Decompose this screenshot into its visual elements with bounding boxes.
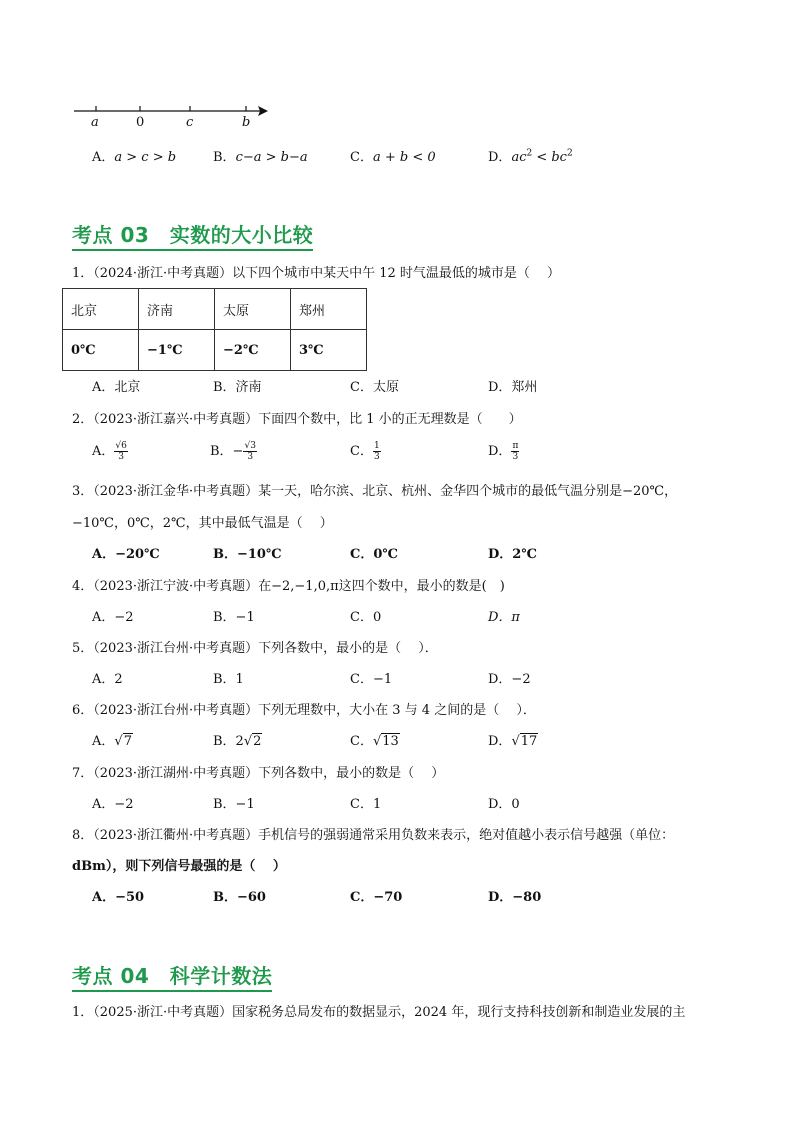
table-cell: −2℃ [215,330,291,371]
q6-option-d: D．√17 [488,734,538,749]
question-3-stem-line1: 3．（2023·浙江金华·中考真题）某一天，哈尔滨、北京、杭州、金华四个城市的最低气温分别是−20℃， [72,484,678,499]
q1-option-c: C．太原 [350,380,399,395]
prev-option-b: B．c−a > b−a [213,150,308,165]
number-line-label-zero: 0 [136,115,145,130]
q4-option-b: B．−1 [213,610,255,625]
q1-option-d: D．郑州 [488,380,538,395]
number-line-label-a: a [91,115,99,130]
q7-option-d: D．0 [488,797,520,812]
question-6-stem: 6．（2023·浙江台州·中考真题）下列无理数中，大小在 3 与 4 之间的是（ ）． [72,703,536,718]
q8-option-d: D．−80 [488,890,542,905]
question-4-stem: 4．（2023·浙江宁波·中考真题）在−2,−1,0,π这四个数中，最小的数是( ) [72,579,505,594]
q6-option-a: A．√7 [92,734,132,749]
q4-option-c: C．0 [350,610,382,625]
q5-option-a: A．2 [92,672,123,687]
q8-option-b: B．−60 [213,890,266,905]
table-cell: 0℃ [63,330,139,371]
q8-option-a: A．−50 [92,890,145,905]
question-2-stem: 2．（2023·浙江嘉兴·中考真题）下面四个数中，比 1 小的正无理数是（ ） [72,412,522,427]
question-9-stem: 1．（2025·浙江·中考真题）国家税务总局发布的数据显示，2024 年，现行支持科技创新和制造业发展的主 [72,1005,686,1020]
table-cell: 郑州 [291,289,367,330]
table-row [63,330,367,371]
table-cell: −1℃ [139,330,215,371]
q3-option-a: A．−20℃ [92,547,160,562]
q6-option-b: B．2√2 [213,734,262,749]
question-1-stem: 1．（2024·浙江·中考真题）以下四个城市中某天中午 12 时气温最低的城市是（ ） [72,266,561,281]
table-header-row [63,289,367,330]
q3-option-d: D．2℃ [488,547,537,562]
q2-option-d: D． $\frac{\pi}{3}$ [488,441,519,462]
table-cell: 太原 [215,289,291,330]
table-cell: 济南 [139,289,215,330]
q5-option-b: B．1 [213,672,244,687]
q8-option-c: C．−70 [350,890,403,905]
question-3-stem-line2: −10℃，0℃，2℃，其中最低气温是（ ） [72,516,333,531]
prev-option-c: C．a + b < 0 [350,150,436,165]
table-cell: 北京 [63,289,139,330]
number-line-label-c: c [186,115,194,130]
number-line-label-b: b [242,115,251,130]
q7-option-c: C．1 [350,797,382,812]
q5-option-c: C．−1 [350,672,393,687]
q3-option-c: C．0℃ [350,547,398,562]
q7-option-a: A．−2 [92,797,134,812]
question-7-stem: 7．（2023·浙江湖州·中考真题）下列各数中，最小的数是（ ） [72,766,445,781]
q2-option-c: C． $\frac{1}{3}$ [350,441,380,462]
q2-option-a: A． $\frac{√6}{3}$ [92,441,127,462]
q4-option-d: D．π [488,610,520,625]
q6-option-c: C．√13 [350,734,399,749]
q7-option-b: B．−1 [213,797,255,812]
question-5-stem: 5．（2023·浙江台州·中考真题）下列各数中，最小的是（ ）． [72,641,438,656]
q2-option-b: B．− $\frac{√3}{3}$ [210,441,256,462]
city-temperature-table [62,288,367,371]
question-8-stem-line1: 8．（2023·浙江衢州·中考真题）手机信号的强弱通常采用负数来表示，绝对值越小表示信号越强（单位： [72,828,675,843]
question-8-stem-line2: dBm），则下列信号最强的是（ ） [72,859,286,874]
q3-option-b: B．−10℃ [213,547,282,562]
table-cell: 3℃ [291,330,367,371]
section-heading-04: 考点 04 科学计数法 [72,960,272,989]
section-heading-03: 考点 03 实数的大小比较 [72,219,313,248]
prev-option-d: D．$ac^2 < bc^2$ [488,148,573,165]
q1-option-b: B．济南 [213,380,262,395]
q5-option-d: D．−2 [488,672,531,687]
q4-option-a: A．−2 [92,610,134,625]
prev-option-a: A．a > c > b [92,150,177,165]
q1-option-a: A．北京 [92,380,141,395]
